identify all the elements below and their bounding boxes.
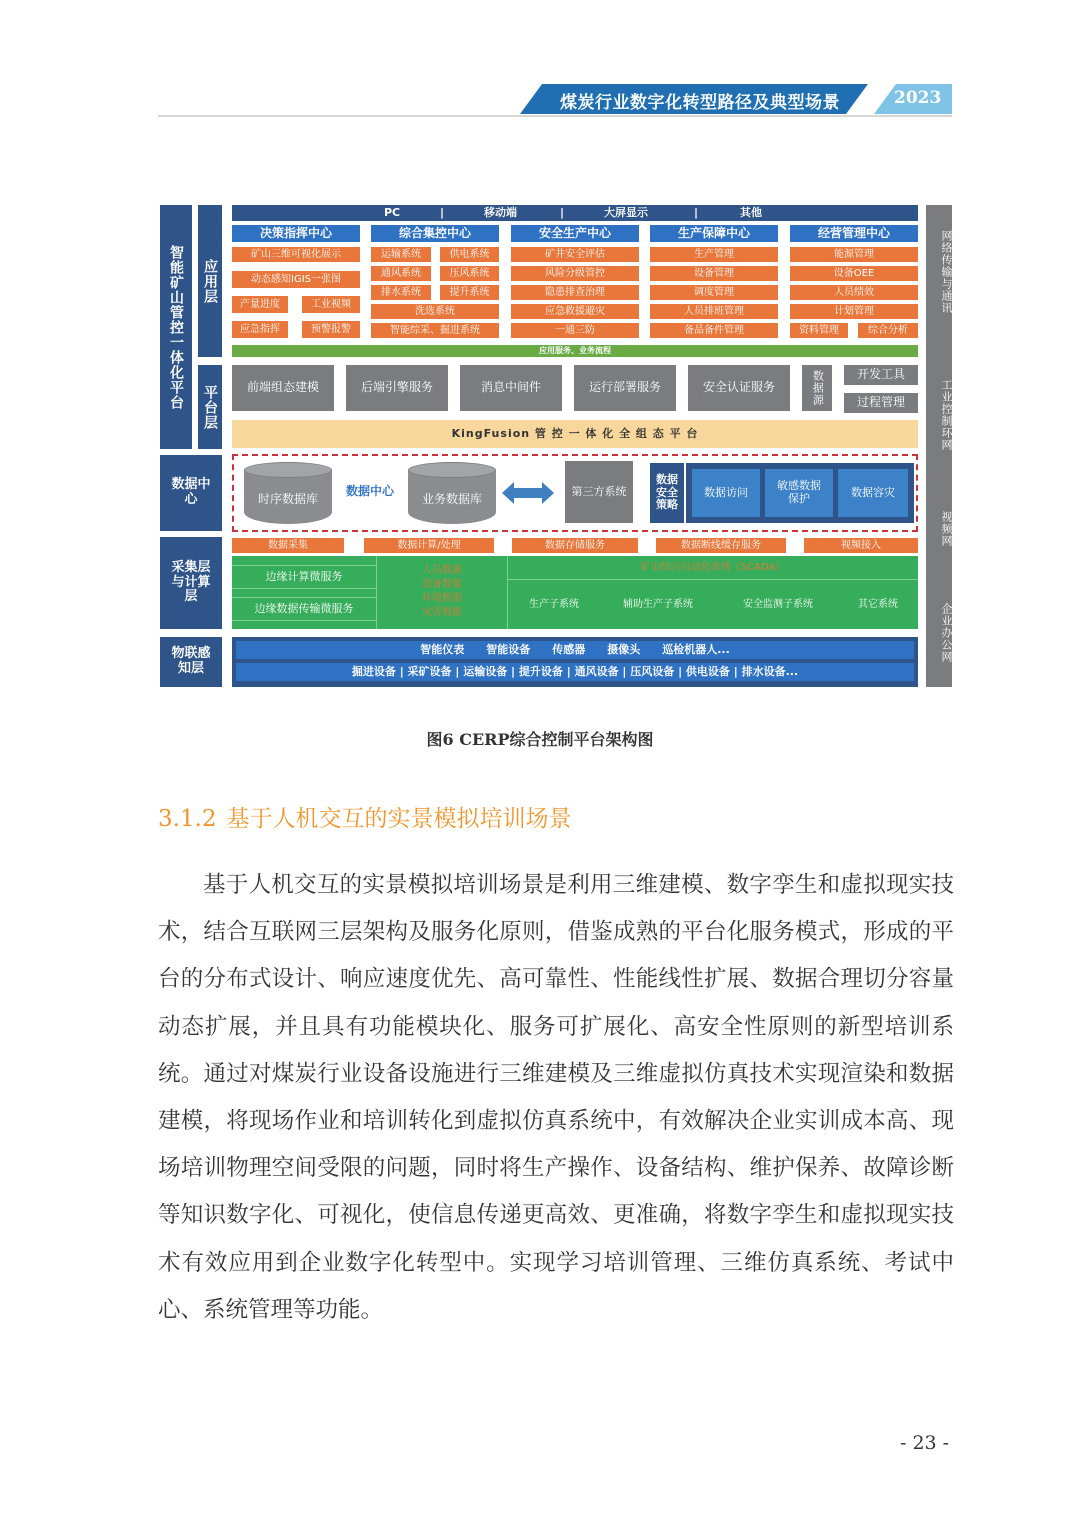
data-kind: 灾害数据: [422, 607, 462, 618]
kingfusion-platform: KingFusion 管 控 一 体 化 全 组 态 平 台: [232, 420, 918, 448]
double-arrow-icon: [502, 481, 554, 505]
header-year: 2023: [894, 88, 942, 108]
timeseries-database-label: 时序数据库: [257, 492, 318, 506]
app-item: 运输系统: [371, 247, 431, 262]
label-app-layer: 应用层: [198, 205, 222, 357]
platform-service: 消息中间件: [460, 365, 562, 411]
platform-service: 运行部署服务: [574, 365, 676, 411]
network-industrial-ring: 工业控制环网: [940, 379, 953, 451]
app-item: 资料管理: [790, 323, 848, 338]
app-item: 动态感知IGIS一张图: [232, 271, 360, 288]
app-item: 备品备件管理: [650, 323, 778, 338]
iot-device: 传感器: [552, 642, 586, 656]
section-heading: [158, 800, 572, 833]
app-item: 一通三防: [511, 323, 639, 338]
app-service-bar: 应用服务、业务流程: [232, 345, 918, 357]
iot-device: 巡检机器人...: [662, 642, 730, 656]
label-integrated-platform: 智能矿山管控一体化平台: [160, 205, 192, 449]
acq-service: 数据断线缓存服务: [656, 538, 786, 553]
figure-caption: 图6 CERP综合控制平台架构图: [426, 730, 654, 749]
app-item: 人员排班管理: [650, 304, 778, 319]
label-data-center: 数据中心: [160, 455, 222, 531]
app-item: 产量进度: [232, 296, 288, 313]
app-item: 设备管理: [650, 266, 778, 281]
edge-service: 边缘计算微服务: [232, 565, 376, 589]
center-control: 综合集控中心: [371, 225, 499, 242]
center-operations: 经营管理中心: [790, 225, 918, 242]
app-item: 预警报警: [302, 321, 360, 338]
platform-service: 后端引擎服务: [346, 365, 448, 411]
data-security-policy: 数据安全策略: [650, 463, 684, 523]
edge-service: 边缘数据传输微服务: [232, 597, 376, 621]
business-database-label: 业务数据库: [421, 492, 482, 506]
acq-service: 数据采集: [232, 538, 344, 553]
data-kind: 环境数据: [422, 593, 462, 604]
iot-device: 智能仪表: [420, 642, 465, 656]
terminal-mobile: 移动端: [484, 205, 517, 219]
app-item: 供电系统: [440, 247, 499, 262]
terminal-bigscreen: 大屏显示: [604, 205, 648, 219]
terminal-pc: PC: [384, 205, 401, 219]
app-item: 隐患排查治理: [511, 285, 639, 300]
iot-devices-row: [236, 641, 914, 659]
data-kind: 设备数据: [422, 579, 462, 590]
header-divider: [158, 115, 952, 117]
scada-system: 矿山综合自动化系统（SCADA）: [508, 556, 918, 580]
iot-device: 摄像头: [607, 642, 641, 656]
subsystem: 辅助生产子系统: [604, 583, 712, 627]
network-video: 视频网: [940, 511, 953, 547]
acq-service: 视频接入: [804, 538, 918, 553]
app-item: 智能综采、掘进系统: [371, 323, 499, 338]
terminal-other: 其他: [740, 205, 762, 219]
third-party-system: 第三方系统: [565, 461, 633, 523]
platform-service: 安全认证服务: [688, 365, 790, 411]
app-item: 应急救援避灾: [511, 304, 639, 319]
subsystem: 生产子系统: [508, 583, 600, 627]
center-decision: 决策指挥中心: [232, 225, 360, 242]
app-item: 综合分析: [858, 323, 918, 338]
app-item: 能源管理: [790, 247, 918, 262]
app-item: 计划管理: [790, 304, 918, 319]
app-item: 提升系统: [440, 285, 499, 300]
subsystem: 安全监测子系统: [718, 583, 838, 627]
body-paragraph: 基于人机交互的实景模拟培训场景是利用三维建模、数字孪生和虚拟现实技术，结合互联网三层架构及服务化原则，借鉴成熟的平台化服务模式，形成的平台的分布式设计、响应速度优先、高可靠性、性能线性扩展、数据合理切分容量动态扩展，并且具有功能模块化、服务可扩展化、高安全性原则的新型培训系统。通过对煤炭行业设备设施进行三维建模及三维虚拟仿真技术实现渲染和数据建模，将现场作业和培训转化到虚拟仿真系统中，有效解决企业实训成本高、现场培训物理空间受限的问题，同时将生产操作、设备结构、维护保养、故障诊断等知识数字化、可视化，使信息传递更高效、更准确，将数字孪生和虚拟现实技术有效应用到企业数字化转型中。实现学习培训管理、三维仿真系统、考试中心、系统管理等功能。: [158, 872, 954, 1323]
data-kinds: [378, 558, 506, 626]
app-item: 洗选系统: [371, 304, 499, 319]
architecture-diagram: [158, 203, 954, 689]
app-item: 设备OEE: [790, 266, 918, 281]
security-item: 数据访问: [692, 469, 760, 517]
center-safety: 安全生产中心: [511, 225, 639, 242]
app-item: 矿山三维可视化展示: [232, 247, 360, 262]
label-platform-layer: 平台层: [198, 365, 222, 449]
network-transport: 网络传输与通讯: [940, 230, 953, 314]
timeseries-database: [244, 462, 332, 524]
header-title: 煤炭行业数字化转型路径及典型场景: [560, 93, 840, 113]
iot-equipment-row: 掘进设备 | 采矿设备 | 运输设备 | 提升设备 | 通风设备 | 压风设备 | 供电设备 | 排水设备...: [236, 663, 914, 681]
app-item: 应急指挥: [232, 321, 288, 338]
iot-device: 智能设备: [486, 642, 531, 656]
app-item: 排水系统: [371, 285, 431, 300]
security-item: 敏感数据保护: [765, 469, 833, 517]
acq-service: 数据计算/处理: [364, 538, 494, 553]
terminals-bar: PC | 移动端 | 大屏显示 | 其他: [232, 205, 918, 221]
section-title: 基于人机交互的实景模拟培训场景: [226, 806, 572, 832]
label-acquisition-layer: 采集层与计算层: [160, 537, 222, 629]
security-item: 数据容灾: [838, 469, 908, 517]
app-item: 工业视频: [302, 296, 360, 313]
business-database: [408, 462, 496, 524]
center-production: 生产保障中心: [650, 225, 778, 242]
app-item: 风险分级管控: [511, 266, 639, 281]
page-number: - 23 -: [900, 1432, 950, 1454]
section-number: 3.1.2: [158, 806, 217, 832]
acq-service: 数据存储服务: [512, 538, 638, 553]
dev-tools: 开发工具: [844, 365, 918, 385]
data-center-text: 数据中心: [345, 484, 394, 499]
running-header: [520, 84, 952, 114]
app-item: 调度管理: [650, 285, 778, 300]
network-office: 企业办公网: [940, 603, 953, 663]
data-source: 数据源: [802, 365, 832, 411]
app-item: 矿井安全评估: [511, 247, 639, 262]
platform-service: 前端组态建模: [232, 365, 334, 411]
label-iot-layer: 物联感知层: [160, 637, 222, 687]
app-item: 压风系统: [440, 266, 499, 281]
data-kind: 人员数据: [422, 565, 462, 576]
subsystem: 其它系统: [838, 583, 918, 627]
app-item: 通风系统: [371, 266, 431, 281]
app-item: 人员绩效: [790, 285, 918, 300]
app-item: 生产管理: [650, 247, 778, 262]
process-management: 过程管理: [844, 393, 918, 413]
